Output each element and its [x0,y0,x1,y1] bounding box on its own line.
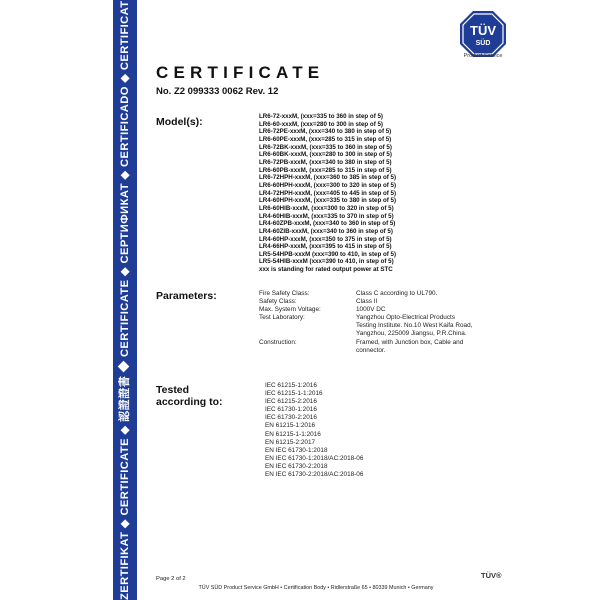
model-line: LR6-60BK-xxxM, (xxx=280 to 300 in step of 5) [259,151,392,159]
model-line: LR4-60HP-xxxM, (xxx=350 to 375 in step of 5) [259,235,392,243]
parameter-key: Fire Safety Class: [259,290,310,297]
page-number: Page 2 of 2 [156,576,186,582]
standard-item: IEC 61215-1:2016 [265,382,317,389]
model-line: LR4-60ZPB-xxxM, (xxx=340 to 360 in step of 5) [259,220,396,228]
standard-item: EN IEC 61730-1:2018 [265,446,328,454]
standard-item: IEC 61215-1-1:2016 [265,390,323,398]
parameter-value: Class II [356,298,378,306]
certificate-sidebar-banner [113,0,137,600]
parameter-row [259,290,476,298]
sidebar-banner-text: ZERTIFIKAT ◆ CERTIFICATE ◆ 認證證書 ◆ CERTIFICATE ◆ СЕРТИФИКАТ ◆ CERTIFICADO ◆ CERTIFICAT [119,0,131,600]
model-line: LR6-60HIB-xxxM, (xxx=300 to 320 in step of 5) [259,204,394,212]
certificate-number: No. Z2 099333 0062 Rev. 12 [156,86,279,97]
parameter-value: Framed, with Junction box, Cable and connector. [356,338,464,354]
footer-tuv-logo: TÜV® [481,571,502,580]
model-line: LR6-72BK-xxxM, (xxx=335 to 360 in step of 5) [259,143,392,151]
standard-item: EN IEC 61730-1:2018/AC:2018-06 [265,454,364,462]
model-line: LR4-60HPH-xxxM, (xxx=335 to 380 in step of 5) [259,197,397,205]
parameter-row [259,306,476,314]
parameter-value: Yangzhou Opto-Electrical Products Testing Institute. No.10 West Kaifa Road, Yangzhou, 225009 Jiangsu, P.R.China. [356,314,473,338]
parameter-key: Construction: [259,338,297,346]
model-line: LR6-72-xxxM, (xxx=335 to 360 in step of 5) [259,113,383,120]
standard-item: IEC 61730-1:2016 [265,406,317,414]
standard-item: EN 61215-1:2016 [265,422,316,430]
tested-label-line1: Tested [156,384,190,396]
parameter-key: Test Laboratory: [259,314,305,322]
standard-item: IEC 61730-2:2016 [265,414,317,422]
parameters-table [259,290,476,355]
model-line: LR6-72PE-xxxM, (xxx=340 to 380 in step of 5) [259,128,392,136]
parameter-row [259,314,476,338]
model-line: LR4-66HP-xxxM, (xxx=395 to 415 in step of 5) [259,243,392,251]
model-line: LR4-60HIB-xxxM, (xxx=335 to 370 in step of 5) [259,212,394,220]
standard-item: EN IEC 61730-2:2018/AC:2018-06 [265,471,364,479]
model-line: xxx is standing for rated output power at STC [259,266,393,274]
parameters-label: Parameters: [156,290,217,302]
model-line: LR4-60ZIB-xxxM, (xxx=340 to 360 in step of 5) [259,227,393,235]
parameter-key: Safety Class: [259,298,297,306]
model-line: LR6-60PB-xxxM, (xxx=285 to 315 in step of 5) [259,166,392,174]
models-label: Model(s): [156,116,203,128]
model-line: LR5-54HIB-xxxM (xxx=390 to 410, in step of 5) [259,258,394,266]
standard-item: EN 61215-2:2017 [265,438,316,446]
parameter-row [259,298,476,306]
model-line: LR4-72HPH-xxxM, (xxx=405 to 445 in step of 5) [259,189,397,197]
logo-top-text: TÜV [470,23,496,38]
parameter-value: 1000V DC [356,306,386,314]
model-line: LR5-54HPB-xxxM (xxx=390 to 410, in step of 5) [259,250,397,258]
tuv-sud-logo [459,10,507,58]
tested-label-line2: according to: [156,396,223,408]
parameter-row [259,339,476,355]
model-line: LR6-72PB-xxxM, (xxx=340 to 380 in step of 5) [259,158,392,166]
logo-bottom-text: SÜD [475,40,491,47]
standards-list [265,382,363,479]
standard-item: EN 61215-1-1:2016 [265,430,321,438]
model-line: LR6-72HPH-xxxM, (xxx=360 to 385 in step of 5) [259,174,397,182]
model-line: LR6-60PE-xxxM, (xxx=285 to 315 in step of 5) [259,135,392,143]
footer-address: TÜV SÜD Product Service GmbH • Certification Body • Ridlerstraße 65 • 80339 Munich • Germany [198,585,434,591]
model-line: LR6-60HPH-xxxM, (xxx=300 to 320 in step of 5) [259,181,397,189]
parameter-key: Max. System Voltage: [259,306,321,314]
standard-item: EN IEC 61730-2:2018 [265,462,328,470]
logo-caption: Product Service [463,53,503,59]
models-list [259,113,396,274]
model-line: LR6-60-xxxM, (xxx=280 to 300 in step of 5) [259,120,383,128]
tuv-logo-octagon-icon [459,10,507,58]
certificate-title: CERTIFICATE [156,63,325,82]
standard-item: IEC 61215-2:2016 [265,398,317,406]
parameter-value: Class C according to UL790. [356,290,438,297]
